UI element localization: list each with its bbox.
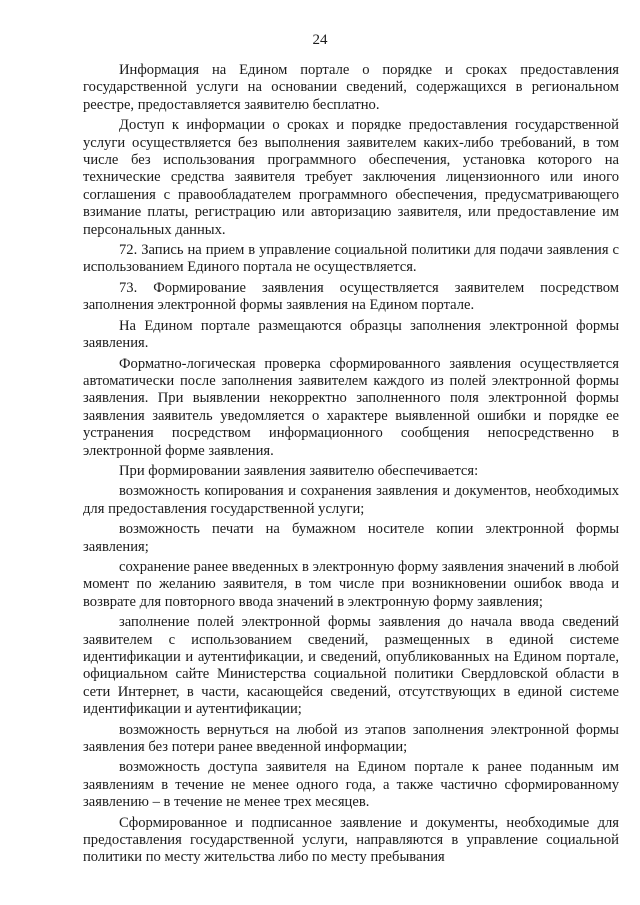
paragraph-provided-intro: При формировании заявления заявителю обеспечивается:	[119, 462, 479, 479]
paragraph-73-form: 73. Формирование заявления осуществляется заявителем посредством заполнения электронной формы заявления на Едином портале.	[83, 279, 619, 314]
list-item-return: возможность вернуться на любой из этапов заполнения электронной формы заявления без потери ранее введенной информации;	[83, 721, 619, 756]
list-item-print: возможность печати на бумажном носителе копии электронной формы заявления;	[83, 521, 619, 555]
list-item-prefill: заполнение полей электронной формы заявления до начала ввода сведений заявителем с использованием сведений, размещенных в единой системе идентификации и аутентификации, и сведений, опубликованных на Едином портале, официальном сайте Министерства социальной политики Свердловской области в сети Интернет, в части, касающейся сведений, отсутствующих в единой системе идентификации и аутентификации;	[83, 614, 619, 718]
list-item-save: сохранение ранее введенных в электронную форму заявления значений в любой момент по желанию заявителя, в том числе при возникновении ошибок ввода и возврате для повторного ввода значений в электронную форму заявления;	[83, 558, 619, 610]
page-number: 24	[312, 32, 328, 48]
paragraph-info-free: Информация на Едином портале о порядке и сроках предоставления государственной услуги на основании сведений, содержащихся в региональном реестре, предоставляется заявителю бесплатно.	[83, 62, 619, 113]
paragraph-samples: На Едином портале размещаются образцы заполнения электронной формы заявления.	[83, 317, 619, 352]
paragraph-format-check: Форматно-логическая проверка сформированного заявления осуществляется автоматически после заполнения заявителем каждого из полей электронной формы заявления. При выявлении некорректно заполненного поля электронной формы заявления заявитель уведомляется о характере выявленной ошибки и порядке ее устранения посредством информационного сообщения непосредственно в электронной форме заявления.	[83, 355, 619, 459]
paragraph-submission: Сформированное и подписанное заявление и документы, необходимые для предоставления государственной услуги, направляются в управление социальной политики по месту жительства либо по месту пребывания	[83, 814, 619, 866]
list-item-copy: возможность копирования и сохранения заявления и документов, необходимых для предоставления государственной услуги;	[83, 483, 619, 517]
list-item-access-history: возможность доступа заявителя на Едином портале к ранее поданным им заявлениям в течение не менее одного года, а также частично сформированному заявлению – в течение не менее трех месяцев.	[83, 759, 619, 811]
paragraph-access-info: Доступ к информации о сроках и порядке предоставления государственной услуги осуществляется без выполнения заявителем каких-либо требований, в том числе без использования программного обеспечения, установка которого на технические средства заявителя требует заключения лицензионного или иного соглашения с правообладателем программного обеспечения, предусматривающего взимание платы, регистрацию или авторизацию заявителя, или предоставление им персональных данных.	[83, 117, 619, 238]
paragraph-72-appointment: 72. Запись на прием в управление социальной политики для подачи заявления с использованием Единого портала не осуществляется.	[83, 242, 619, 276]
document-body	[83, 62, 619, 867]
